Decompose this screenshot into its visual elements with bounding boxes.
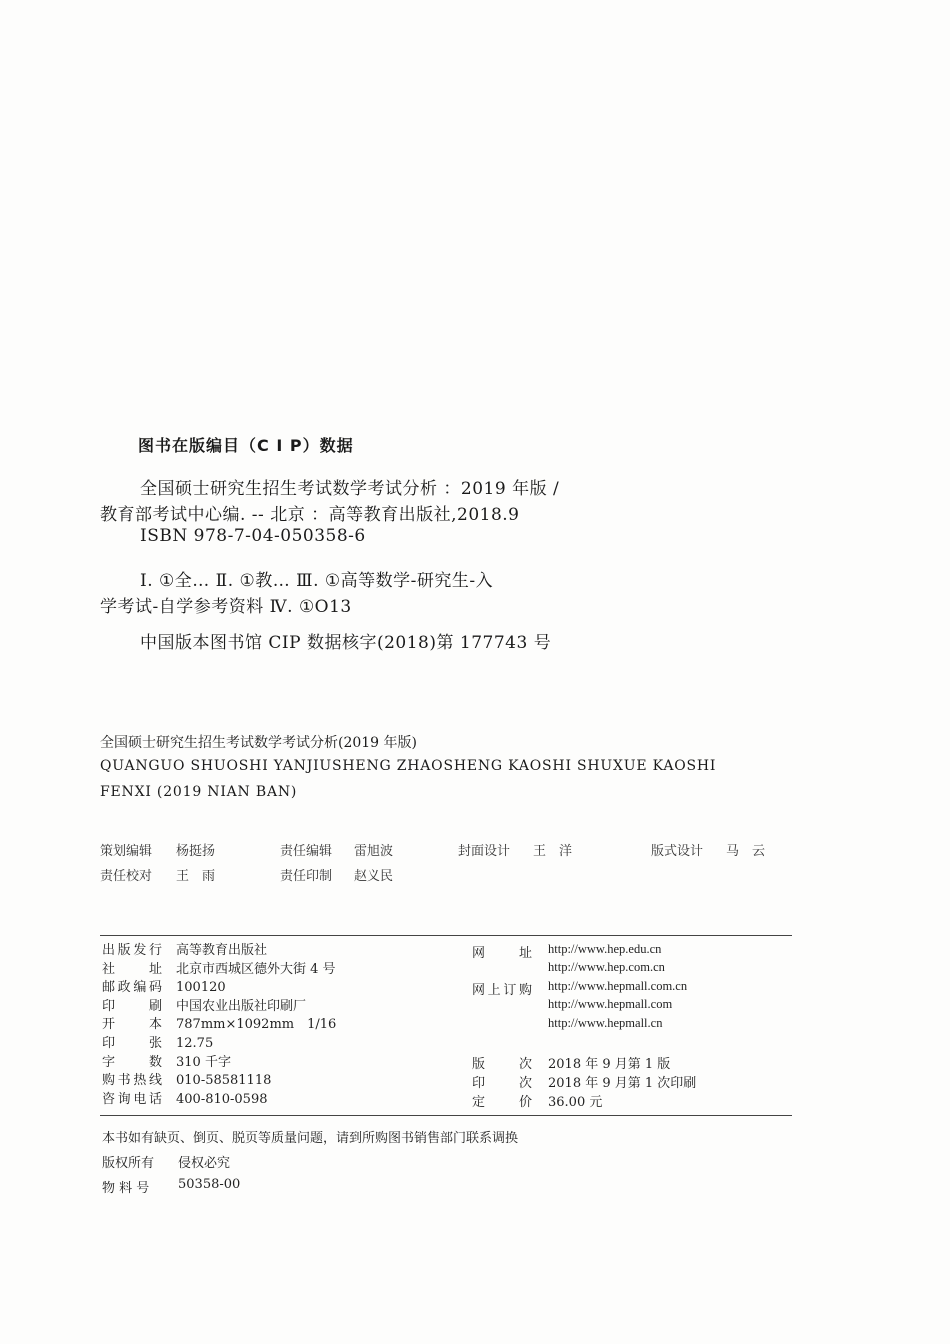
cip-title: 图书在版编目（C I P）数据 <box>138 436 354 455</box>
cip-classification-1: Ⅰ. ①全… Ⅱ. ①教… Ⅲ. ①高等数学-研究生-入 <box>140 571 494 591</box>
imprint-label: 开 本 <box>102 1017 162 1033</box>
cip-line-2: 教育部考试中心编. -- 北京 ：高等教育出版社,2018.9 <box>100 505 520 525</box>
quality-notice: 本书如有缺页、倒页、脱页等质量问题，请到所购图书销售部门联系调换 <box>102 1131 519 1146</box>
book-title-cn: 全国硕士研究生招生考试数学考试分析(2019 年版) <box>100 735 418 751</box>
planning-editor: 杨挺扬 <box>176 844 216 859</box>
order-url-2[interactable]: http://www.hepmall.com <box>548 997 673 1011</box>
imprint-value: 北京市西城区德外大街 4 号 <box>176 961 336 977</box>
edition-label: 版 次 <box>472 1057 532 1072</box>
imprint-value: 100120 <box>176 980 226 996</box>
order-url-1[interactable]: http://www.hepmall.com.cn <box>548 979 688 993</box>
online-order-label: 网上订购 <box>472 983 532 998</box>
imprint-row <box>102 1016 336 1035</box>
printing-number-label: 印 次 <box>472 1076 532 1091</box>
imprint-value: 12.75 <box>176 1035 214 1051</box>
imprint-label: 社 址 <box>102 961 162 977</box>
imprint-label: 咨询电话 <box>102 1091 162 1107</box>
imprint-bottom-rule <box>100 1115 792 1116</box>
printing-supervisor: 赵义民 <box>354 869 394 884</box>
cover-designer: 王 洋 <box>533 844 573 859</box>
price-label: 定 价 <box>472 1095 532 1110</box>
imprint-label: 印 刷 <box>102 998 162 1014</box>
imprint-value: 010-58581118 <box>176 1073 272 1089</box>
material-number-label: 物 料 号 <box>102 1181 150 1196</box>
imprint-row <box>102 979 336 998</box>
responsible-editor: 雷旭波 <box>354 844 394 859</box>
imprint-row <box>102 1072 336 1091</box>
isbn: ISBN 978-7-04-050358-6 <box>140 526 366 546</box>
imprint-value: 787mm×1092mm 1/16 <box>176 1017 337 1033</box>
order-url-3[interactable]: http://www.hepmall.cn <box>548 1016 663 1030</box>
planning-editor-label: 策划编辑 <box>100 844 153 859</box>
cip-classification-2: 学考试-自学参考资料 Ⅳ. ①O13 <box>100 597 352 617</box>
imprint-row <box>102 942 336 961</box>
imprint-row <box>102 1054 336 1073</box>
printing-supervisor-label: 责任印制 <box>280 869 333 884</box>
website-label: 网 址 <box>472 946 532 961</box>
printing-number: 2018 年 9 月第 1 次印刷 <box>548 1076 697 1091</box>
imprint-left-column <box>102 942 336 1109</box>
imprint-value: 高等教育出版社 <box>176 943 268 958</box>
imprint-row <box>102 1035 336 1054</box>
imprint-row <box>102 998 336 1017</box>
proofreader-label: 责任校对 <box>100 869 153 884</box>
imprint-row <box>102 961 336 980</box>
copyright: 侵权必究 <box>178 1156 231 1171</box>
edition: 2018 年 9 月第 1 版 <box>548 1057 671 1072</box>
imprint-value: 400-810-0598 <box>176 1091 268 1107</box>
responsible-editor-label: 责任编辑 <box>280 844 333 859</box>
imprint-label: 印 张 <box>102 1035 162 1051</box>
imprint-top-rule <box>100 935 792 936</box>
book-title-pinyin-1: QUANGUO SHUOSHI YANJIUSHENG ZHAOSHENG KAOSHI SHUXUE KAOSHI <box>100 758 717 774</box>
imprint-label: 邮政编码 <box>102 980 162 996</box>
cover-design-label: 封面设计 <box>458 844 511 859</box>
imprint-row <box>102 1091 336 1110</box>
layout-designer: 马 云 <box>726 844 766 859</box>
material-number: 50358-00 <box>178 1177 241 1192</box>
layout-design-label: 版式设计 <box>651 844 704 859</box>
cip-record-number: 中国版本图书馆 CIP 数据核字(2018)第 177743 号 <box>140 633 552 653</box>
proofreader: 王 雨 <box>176 869 216 884</box>
website-url-2[interactable]: http://www.hep.com.cn <box>548 960 665 974</box>
price: 36.00 元 <box>548 1095 603 1110</box>
imprint-value: 中国农业出版社印刷厂 <box>176 998 307 1014</box>
website-url-1[interactable]: http://www.hep.edu.cn <box>548 942 662 956</box>
imprint-value: 310 千字 <box>176 1054 231 1070</box>
book-title-pinyin-2: FENXI (2019 NIAN BAN) <box>100 784 298 800</box>
copyright-label: 版权所有 <box>102 1156 155 1171</box>
cip-line-1: 全国硕士研究生招生考试数学考试分析 ：2019 年版 / <box>140 479 560 499</box>
imprint-label: 字 数 <box>102 1054 162 1070</box>
imprint-label: 出版发行 <box>102 943 162 958</box>
imprint-label: 购书热线 <box>102 1073 162 1089</box>
